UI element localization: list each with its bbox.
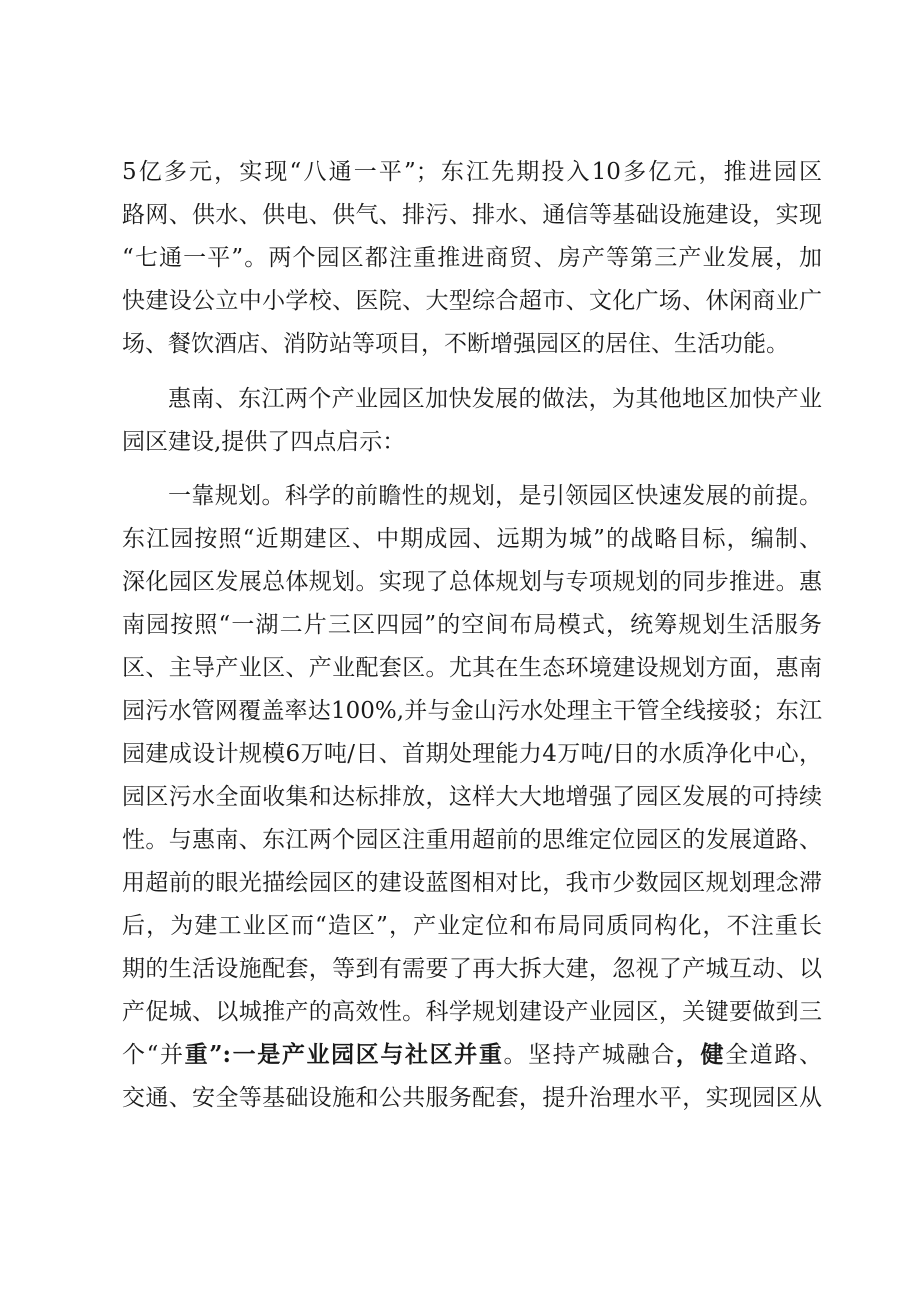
paragraph-line: 用超前的眼光描绘园区的建设蓝图相对比，我市少数园区规划理念滞	[122, 870, 822, 896]
paragraph-line: 一靠规划。科学的前瞻性的规划，是引领园区快速发展的前提。	[168, 483, 822, 509]
text-run: 全道路、	[725, 1042, 822, 1068]
text-run: 个“并	[122, 1042, 185, 1068]
text-run: 。坚持产城融合	[503, 1042, 676, 1068]
paragraph-line-mixed	[122, 1035, 822, 1075]
paragraph-line: 5亿多元，实现“八通一平”；东江先期投入10多亿元，推进园区	[122, 159, 822, 185]
paragraph-line: 园污水管网覆盖率达100%,并与金山污水处理主干管全线接驳；东江	[122, 698, 822, 724]
paragraph-line: 区、主导产业区、产业配套区。尤其在生态环境建设规划方面，惠南	[122, 655, 822, 681]
bold-text-run: 重”:一是产业园区与社区并重	[184, 1041, 504, 1068]
bold-text-run: ，健	[675, 1041, 726, 1068]
paragraph-line: 园区建设,提供了四点启示：	[122, 429, 406, 455]
paragraph-line: 快建设公立中小学校、医院、大型综合超市、文化广场、休闲商业广	[122, 288, 822, 314]
paragraph-line: 惠南、东江两个产业园区加快发展的做法，为其他地区加快产业	[168, 386, 822, 412]
paragraph-line: 产促城、以城推产的高效性。科学规划建设产业园区，关键要做到三	[122, 999, 822, 1025]
paragraph-line: 园建成设计规模6万吨/日、首期处理能力4万吨/日的水质净化中心，	[122, 741, 822, 767]
paragraph-line: 场、餐饮酒店、消防站等项目，不断增强园区的居住、生活功能。	[122, 331, 789, 357]
paragraph-line: 园区污水全面收集和达标排放，这样大大地增强了园区发展的可持续	[122, 784, 822, 810]
paragraph-line: 南园按照“一湖二片三区四园”的空间布局模式，统筹规划生活服务	[122, 612, 822, 638]
paragraph-line: 期的生活设施配套，等到有需要了再大拆大建，忽视了产城互动、以	[122, 956, 822, 982]
paragraph-line: 路网、供水、供电、供气、排污、排水、通信等基础设施建设，实现	[122, 202, 822, 228]
paragraph-line: “七通一平”。两个园区都注重推进商贸、房产等第三产业发展，加	[122, 245, 822, 271]
paragraph-line: 性。与惠南、东江两个园区注重用超前的思维定位园区的发展道路、	[122, 827, 822, 853]
paragraph-line: 后，为建工业区而“造区”，产业定位和布局同质同构化，不注重长	[122, 913, 822, 939]
paragraph-line: 交通、安全等基础设施和公共服务配套，提升治理水平，实现园区从	[122, 1085, 822, 1111]
paragraph-line: 深化园区发展总体规划。实现了总体规划与专项规划的同步推进。惠	[122, 569, 822, 595]
paragraph-line: 东江园按照“近期建区、中期成园、远期为城”的战略目标，编制、	[122, 526, 822, 552]
